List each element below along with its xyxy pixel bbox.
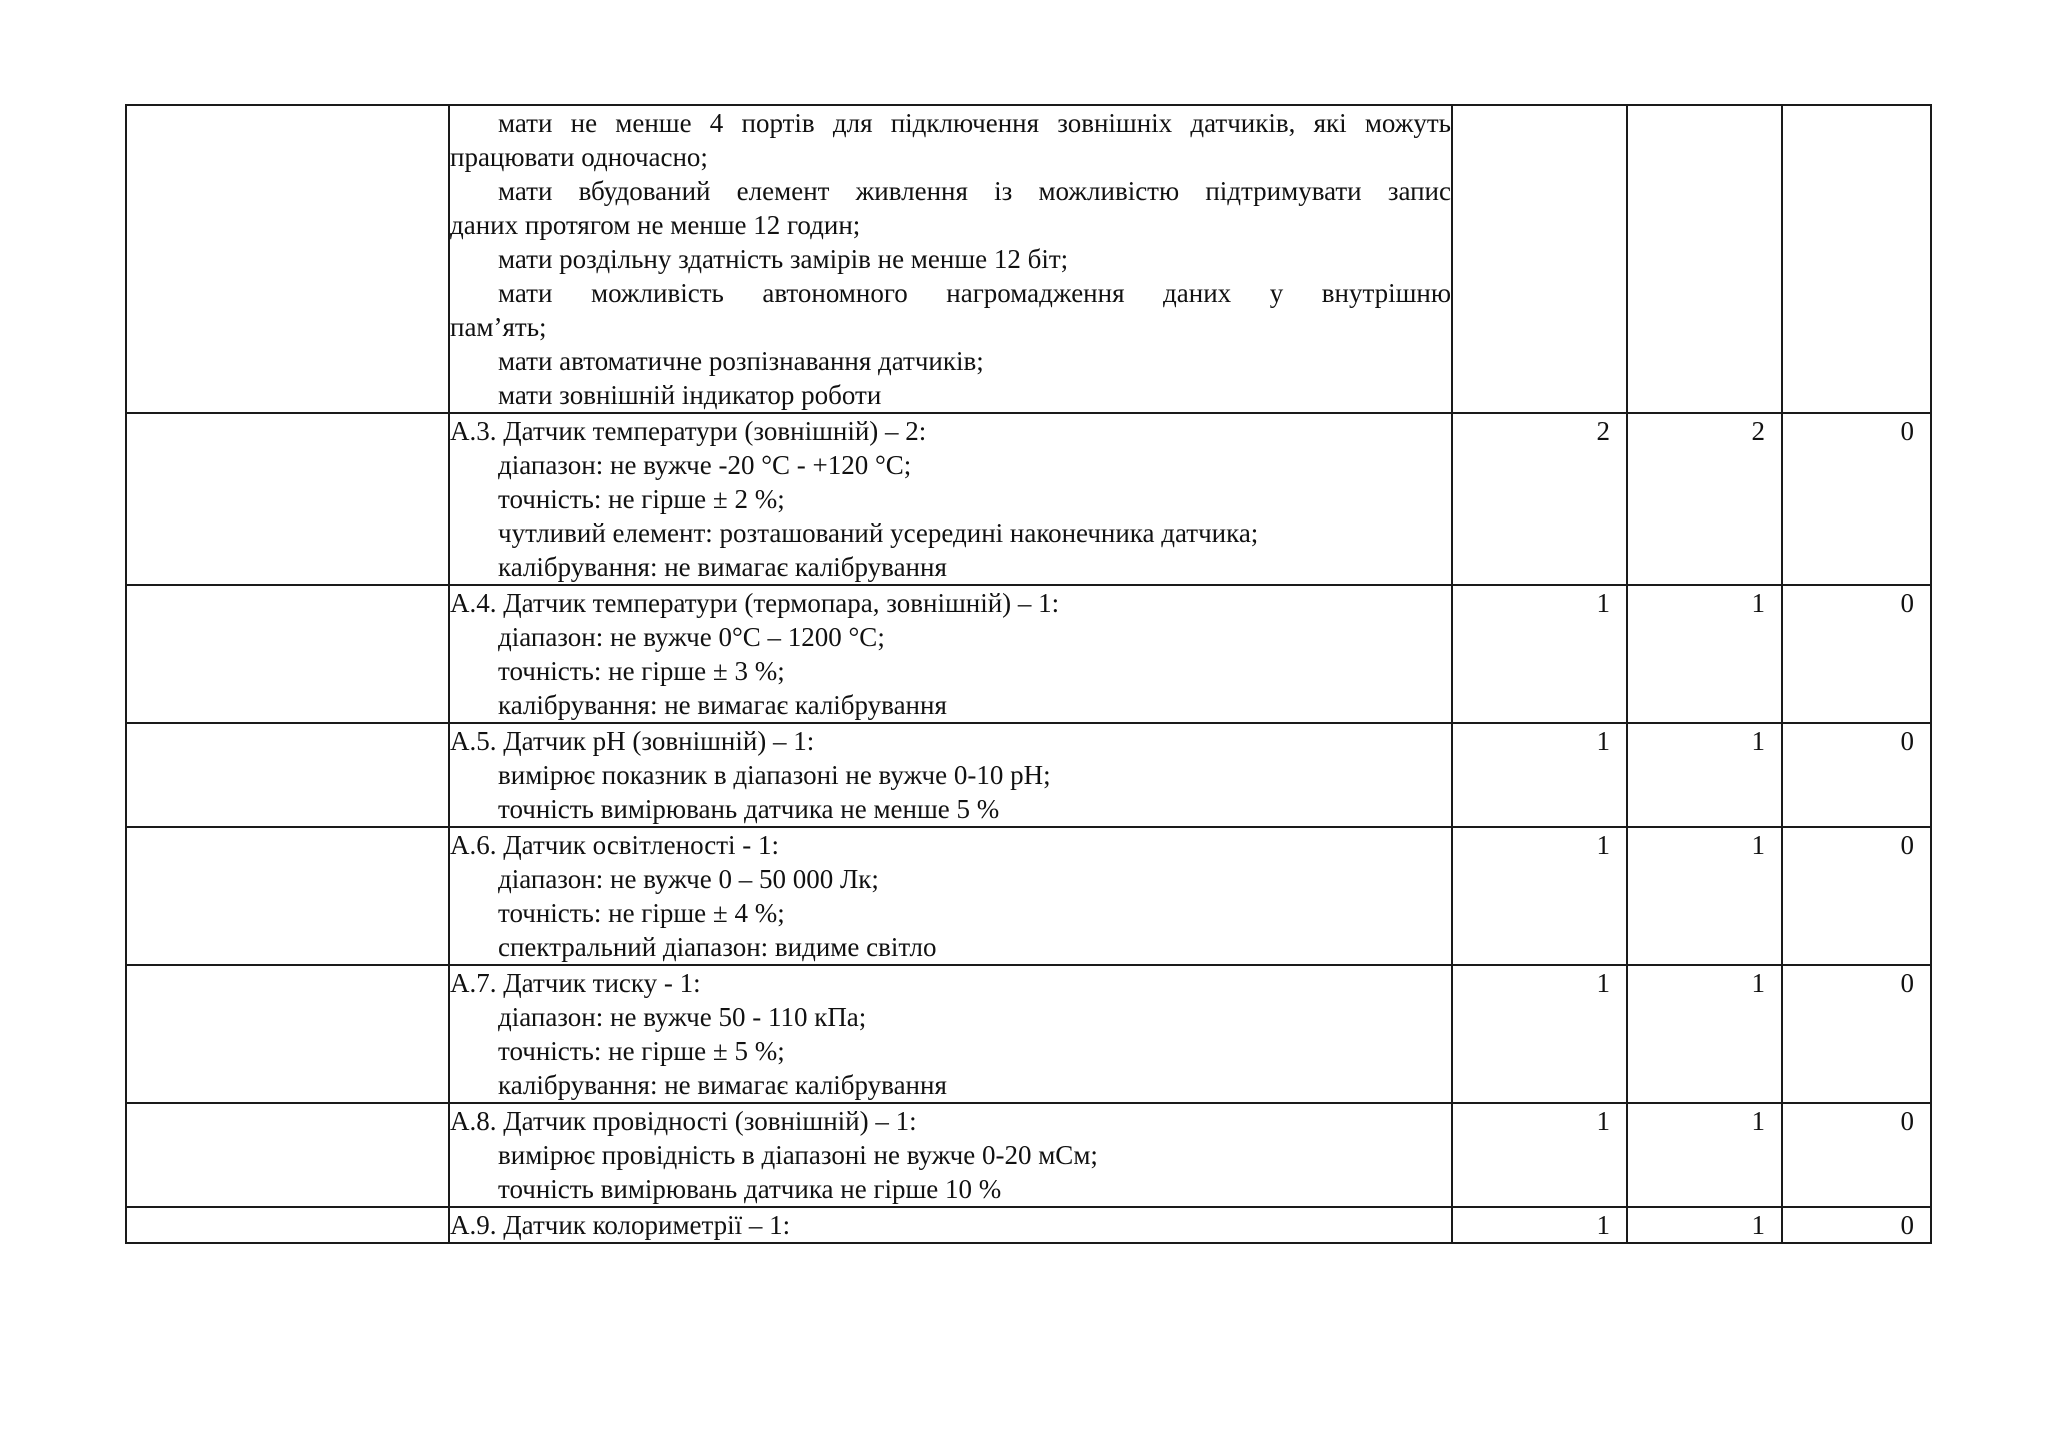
requirement-line: мати можливість автономного нагромадження даних у внутрішню [498, 278, 1451, 308]
empty-first-cell [126, 965, 449, 1103]
quantity-cell [1452, 105, 1627, 413]
quantity-cell: 1 [1627, 827, 1782, 965]
quantity-cell: 1 [1452, 827, 1627, 965]
quantity-cell: 0 [1782, 585, 1931, 723]
quantity-cell: 0 [1782, 1207, 1931, 1243]
quantity-cell: 0 [1782, 965, 1931, 1103]
empty-first-cell [126, 1103, 449, 1207]
requirement-line: діапазон: не вужче 50 - 110 кПа; [498, 1002, 867, 1032]
empty-first-cell [126, 105, 449, 413]
requirement-line: точність: не гірше ± 3 %; [498, 656, 785, 686]
empty-first-cell [126, 585, 449, 723]
requirement-line: точність: не гірше ± 4 %; [498, 898, 785, 928]
requirement-line: калібрування: не вимагає калібрування [498, 1070, 947, 1100]
requirement-line: точність вимірювань датчика не менше 5 % [498, 794, 1000, 824]
requirement-line: діапазон: не вужче 0°С – 1200 °С; [498, 622, 885, 652]
quantity-cell: 1 [1452, 1103, 1627, 1207]
requirement-line: точність: не гірше ± 5 %; [498, 1036, 785, 1066]
item-title: А.9. Датчик колориметрії – 1: [450, 1210, 791, 1240]
quantity-cell: 2 [1452, 413, 1627, 585]
quantity-cell: 1 [1452, 585, 1627, 723]
table-row [126, 585, 1931, 723]
description-cell [449, 105, 1452, 413]
quantity-cell: 1 [1627, 965, 1782, 1103]
requirement-line: точність вимірювань датчика не гірше 10 % [498, 1174, 1002, 1204]
quantity-cell: 1 [1452, 1207, 1627, 1243]
requirement-line: працювати одночасно; [450, 142, 708, 172]
empty-first-cell [126, 413, 449, 585]
requirement-line: точність: не гірше ± 2 %; [498, 484, 785, 514]
quantity-cell: 1 [1452, 723, 1627, 827]
requirement-line: діапазон: не вужче -20 °С - +120 °С; [498, 450, 912, 480]
table-row [126, 965, 1931, 1103]
description-cell [449, 413, 1452, 585]
requirement-line: вимірює показник в діапазоні не вужче 0-10 pH; [498, 760, 1051, 790]
quantity-cell: 0 [1782, 413, 1931, 585]
requirement-line: мати автоматичне розпізнавання датчиків; [498, 346, 984, 376]
requirement-line: пам’ять; [450, 312, 547, 342]
requirement-line: мати роздільну здатність замірів не менше 12 біт; [498, 244, 1069, 274]
quantity-cell: 0 [1782, 723, 1931, 827]
empty-first-cell [126, 827, 449, 965]
specification-table [125, 104, 1932, 1244]
empty-first-cell [126, 1207, 449, 1243]
quantity-cell [1782, 105, 1931, 413]
table-row [126, 413, 1931, 585]
description-cell [449, 1207, 1452, 1243]
requirement-line: мати вбудований елемент живлення із можливістю підтримувати запис [498, 176, 1451, 206]
quantity-cell: 2 [1627, 413, 1782, 585]
quantity-cell: 0 [1782, 1103, 1931, 1207]
quantity-cell: 1 [1627, 1103, 1782, 1207]
table-row [126, 827, 1931, 965]
requirement-line: калібрування: не вимагає калібрування [498, 552, 947, 582]
table-row [126, 105, 1931, 413]
quantity-cell [1627, 105, 1782, 413]
table-row [126, 1207, 1931, 1243]
quantity-cell: 1 [1627, 723, 1782, 827]
quantity-cell: 0 [1782, 827, 1931, 965]
quantity-cell: 1 [1452, 965, 1627, 1103]
item-title: А.6. Датчик освітленості - 1: [450, 830, 780, 860]
description-cell [449, 1103, 1452, 1207]
requirement-line: калібрування: не вимагає калібрування [498, 690, 947, 720]
requirement-line: вимірює провідність в діапазоні не вужче 0-20 мСм; [498, 1140, 1098, 1170]
description-cell [449, 965, 1452, 1103]
item-title: А.5. Датчик pH (зовнішній) – 1: [450, 726, 815, 756]
quantity-cell: 1 [1627, 585, 1782, 723]
requirement-line: спектральний діапазон: видиме світло [498, 932, 937, 962]
requirement-line: чутливий елемент: розташований усередині наконечника датчика; [498, 518, 1259, 548]
requirement-line: даних протягом не менше 12 годин; [450, 210, 861, 240]
requirement-line: діапазон: не вужче 0 – 50 000 Лк; [498, 864, 879, 894]
requirement-line: мати не менше 4 портів для підключення зовнішніх датчиків, які можуть [498, 108, 1451, 138]
quantity-cell: 1 [1627, 1207, 1782, 1243]
item-title: А.7. Датчик тиску - 1: [450, 968, 701, 998]
item-title: А.3. Датчик температури (зовнішній) – 2: [450, 416, 927, 446]
item-title: А.4. Датчик температури (термопара, зовнішній) – 1: [450, 588, 1060, 618]
description-cell [449, 585, 1452, 723]
table-row [126, 1103, 1931, 1207]
description-cell [449, 827, 1452, 965]
table-row [126, 723, 1931, 827]
empty-first-cell [126, 723, 449, 827]
description-cell [449, 723, 1452, 827]
item-title: А.8. Датчик провідності (зовнішній) – 1: [450, 1106, 917, 1136]
requirement-line: мати зовнішній індикатор роботи [498, 380, 882, 410]
